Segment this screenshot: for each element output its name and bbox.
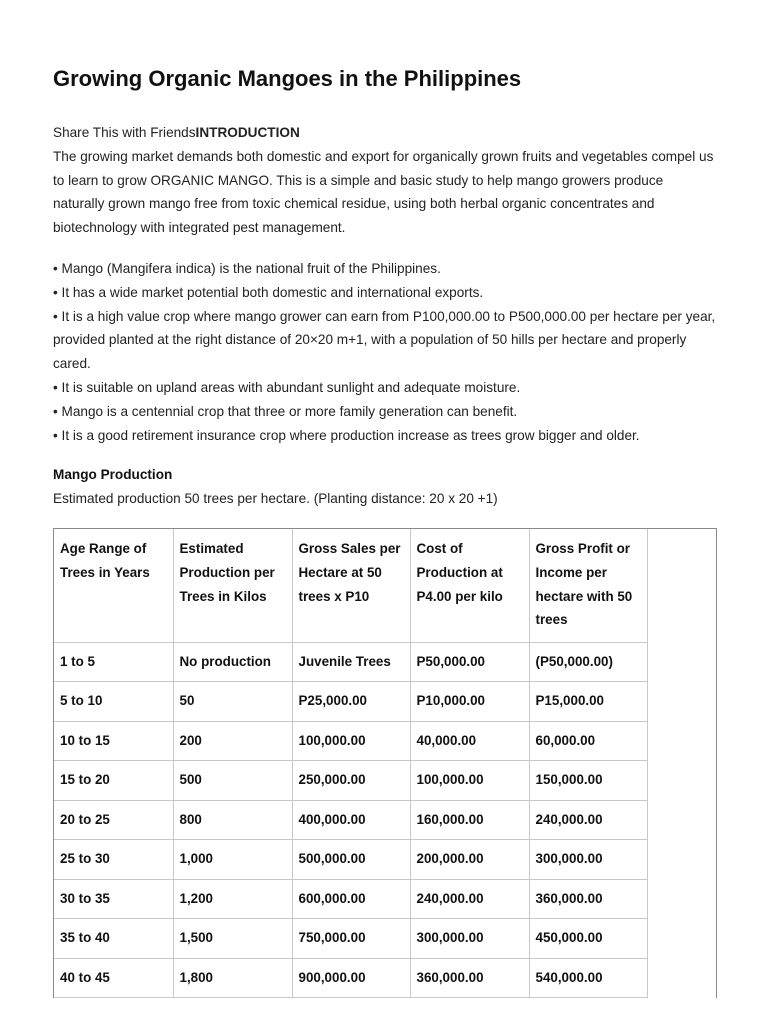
table-cell: 750,000.00	[292, 919, 410, 959]
column-header: Gross Sales per Hectare at 50 trees x P10	[292, 529, 410, 642]
table-cell: 20 to 25	[54, 800, 173, 840]
production-table	[54, 529, 648, 998]
table-cell: 1,800	[173, 958, 292, 998]
table-cell: 5 to 10	[54, 682, 173, 722]
table-cell: 300,000.00	[410, 919, 529, 959]
table-cell: 240,000.00	[410, 879, 529, 919]
table-cell: 100,000.00	[292, 721, 410, 761]
intro-line	[53, 121, 718, 145]
bullet-item: • Mango is a centennial crop that three or more family generation can benefit.	[53, 403, 518, 419]
table-row	[54, 919, 647, 959]
table-cell: 100,000.00	[410, 761, 529, 801]
table-cell: (P50,000.00)	[529, 642, 647, 682]
intro-heading: INTRODUCTION	[195, 125, 300, 140]
table-cell: 900,000.00	[292, 958, 410, 998]
table-cell: 35 to 40	[54, 919, 173, 959]
production-heading: Mango Production	[53, 467, 173, 482]
table-cell: 800	[173, 800, 292, 840]
table-cell: 1 to 5	[54, 642, 173, 682]
intro-paragraph: The growing market demands both domestic and export for organically grown fruits and vegetables compel us to learn to grow ORGANIC MANGO. This is a simple and basic study to help mango growers produce naturally grown mango free from toxic chemical residue, using both herbal organic concentrates and biotechnology with integrated pest management.	[53, 148, 714, 236]
bullet-item: • It is suitable on upland areas with abundant sunlight and adequate moisture.	[53, 379, 521, 395]
bullet-item: • It is a high value crop where mango grower can earn from P100,000.00 to P500,000.00 per hectare per year, provided planted at the right distance of 20×20 m+1, with a population of 50 hills per hectare and properly cared.	[53, 308, 716, 372]
column-header: Gross Profit or Income per hectare with 50 trees	[529, 529, 647, 642]
table-cell: 40 to 45	[54, 958, 173, 998]
column-header: Estimated Production per Trees in Kilos	[173, 529, 292, 642]
table-cell: 60,000.00	[529, 721, 647, 761]
table-row	[54, 642, 647, 682]
table-row	[54, 879, 647, 919]
bullet-list	[53, 257, 718, 447]
production-subtitle: Estimated production 50 trees per hectare. (Planting distance: 20 x 20 +1)	[53, 490, 498, 506]
column-header: Age Range of Trees in Years	[54, 529, 173, 642]
table-cell: 40,000.00	[410, 721, 529, 761]
table-cell: 250,000.00	[292, 761, 410, 801]
table-cell: 30 to 35	[54, 879, 173, 919]
bullet-item: • Mango (Mangifera indica) is the national fruit of the Philippines.	[53, 261, 441, 276]
production-table-wrapper	[53, 528, 717, 998]
table-cell: 240,000.00	[529, 800, 647, 840]
table-cell: 450,000.00	[529, 919, 647, 959]
table-cell: 200,000.00	[410, 840, 529, 880]
table-cell: 600,000.00	[292, 879, 410, 919]
table-cell: 1,200	[173, 879, 292, 919]
table-cell: P15,000.00	[529, 682, 647, 722]
table-cell: 50	[173, 682, 292, 722]
table-cell: 300,000.00	[529, 840, 647, 880]
table-cell: No production	[173, 642, 292, 682]
table-row	[54, 840, 647, 880]
table-row	[54, 761, 647, 801]
share-link[interactable]: Share This with Friends	[53, 125, 196, 140]
production-section	[53, 463, 718, 511]
table-cell: 540,000.00	[529, 958, 647, 998]
table-cell: 1,500	[173, 919, 292, 959]
introduction-section	[53, 121, 718, 240]
table-cell: 160,000.00	[410, 800, 529, 840]
table-row	[54, 800, 647, 840]
table-cell: Juvenile Trees	[292, 642, 410, 682]
bullet-item: • It has a wide market potential both domestic and international exports.	[53, 284, 484, 300]
column-header: Cost of Production at P4.00 per kilo	[410, 529, 529, 642]
table-header-row	[54, 529, 647, 642]
table-row	[54, 682, 647, 722]
table-cell: 1,000	[173, 840, 292, 880]
table-cell: 360,000.00	[410, 958, 529, 998]
table-cell: 500,000.00	[292, 840, 410, 880]
bullet-item: • It is a good retirement insurance crop where production increase as trees grow bigger and older.	[53, 427, 640, 443]
table-cell: 25 to 30	[54, 840, 173, 880]
table-cell: 15 to 20	[54, 761, 173, 801]
table-cell: P50,000.00	[410, 642, 529, 682]
table-cell: 150,000.00	[529, 761, 647, 801]
page-title: Growing Organic Mangoes in the Philippines	[53, 66, 522, 91]
table-cell: 360,000.00	[529, 879, 647, 919]
table-cell: 400,000.00	[292, 800, 410, 840]
table-cell: 500	[173, 761, 292, 801]
table-row	[54, 721, 647, 761]
table-cell: P10,000.00	[410, 682, 529, 722]
table-cell: 10 to 15	[54, 721, 173, 761]
table-row	[54, 958, 647, 998]
table-cell: P25,000.00	[292, 682, 410, 722]
table-cell: 200	[173, 721, 292, 761]
